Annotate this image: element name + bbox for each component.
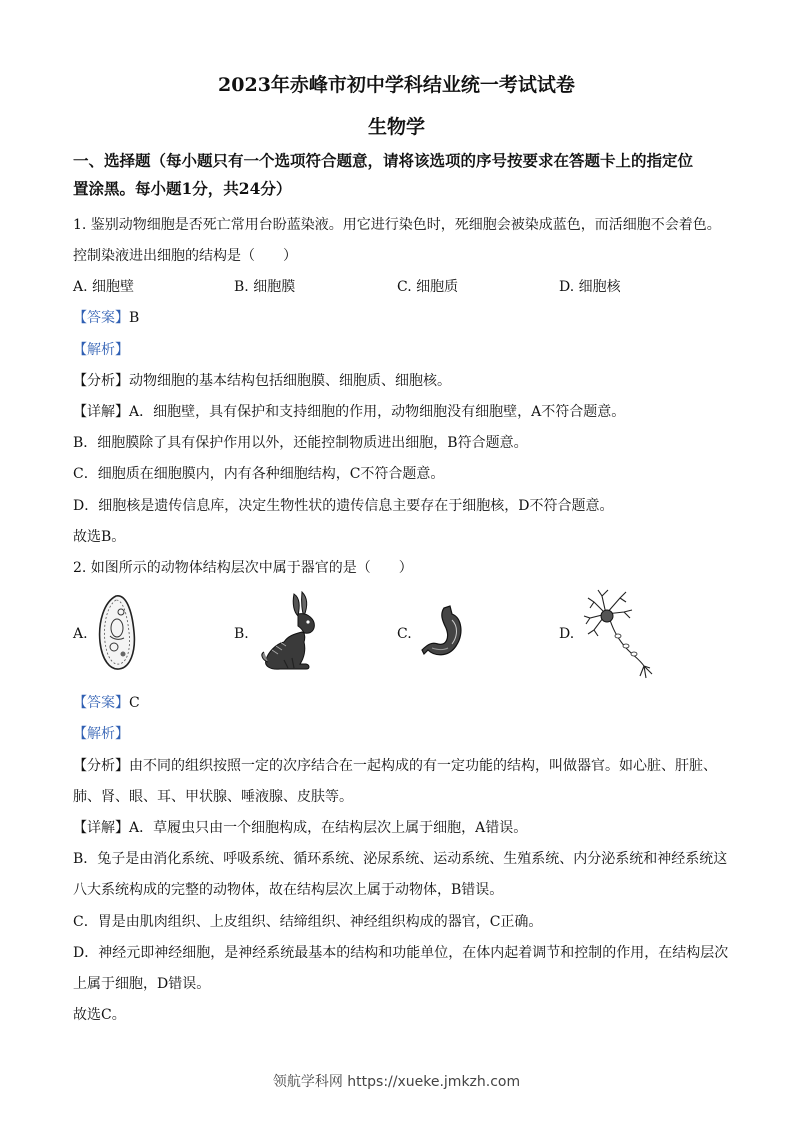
q2-explain-d-line2: 上属于细胞，D错误。: [73, 976, 211, 992]
q2-conclusion: 故选C。: [73, 1007, 126, 1023]
rabbit-icon: [258, 590, 328, 672]
answer-tag: 【答案】: [73, 310, 129, 326]
neuron-icon: [580, 588, 662, 682]
q2-explain-d-line1: D．神经元即神经细胞，是神经系统最基本的结构和功能单位，在体内起着调节和控制的作用，在结构层次: [73, 945, 729, 961]
q1-analysis-tag: 【解析】: [73, 342, 129, 358]
q2-option-b: B.: [234, 626, 249, 642]
q2-answer: [73, 692, 733, 712]
subject-title: 生物学: [367, 116, 425, 138]
q1-option-b: B. 细胞膜: [234, 279, 296, 295]
q1-stem-line1: 1. 鉴别动物细胞是否死亡常用台盼蓝染液。用它进行染色时，死细胞会被染成蓝色，而活细胞不会着色。: [73, 217, 721, 233]
q1-xiangjie-a: [73, 401, 733, 421]
fenxi-tag: 【分析】: [73, 758, 129, 774]
stomach-icon: [420, 604, 466, 660]
exam-title: 2023年赤峰市初中学科结业统一考试试卷: [218, 74, 575, 96]
footer-watermark: 领航学科网 https://xueke.jmkzh.com: [272, 1074, 521, 1090]
q2-fenxi-line2: 肺、肾、眼、耳、甲状腺、唾液腺、皮肤等。: [73, 789, 353, 805]
xiangjie-a-text: A．细胞壁，具有保护和支持细胞的作用，动物细胞没有细胞壁，A不符合题意。: [129, 404, 626, 420]
q2-analysis-tag: 【解析】: [73, 726, 129, 742]
xiangjie-tag: 【详解】: [73, 820, 129, 836]
section-heading-line1: 一、选择题（每小题只有一个选项符合题意，请将该选项的序号按要求在答题卡上的指定位: [73, 151, 694, 170]
fenxi-text: 动物细胞的基本结构包括细胞膜、细胞质、细胞核。: [129, 373, 451, 389]
q2-stem: 2. 如图所示的动物体结构层次中属于器官的是（ ）: [73, 560, 413, 576]
paramecium-icon: [92, 592, 142, 674]
q1-stem-line2: 控制染液进出细胞的结构是（ ）: [73, 248, 297, 264]
q1-conclusion: 故选B。: [73, 529, 126, 545]
q2-fenxi-line1: [73, 755, 733, 775]
q1-explain-c: C．细胞质在细胞膜内，内有各种细胞结构，C不符合题意。: [73, 466, 445, 482]
q1-answer: [73, 307, 733, 327]
q2-option-d: D.: [559, 626, 575, 642]
q2-explain-b-line1: B．兔子是由消化系统、呼吸系统、循环系统、泌尿系统、运动系统、生殖系统、内分泌系统和神经系统这: [73, 851, 728, 867]
q2-xiangjie-a: [73, 817, 733, 837]
section-heading: [73, 147, 733, 203]
q2-option-c: C.: [397, 626, 412, 642]
q1-option-a: A. 细胞壁: [73, 279, 135, 295]
answer-value: C: [129, 695, 140, 711]
fenxi-text: 由不同的组织按照一定的次序结合在一起构成的有一定功能的结构，叫做器官。如心脏、肝脏、: [129, 758, 717, 774]
q1-option-d: D. 细胞核: [559, 279, 621, 295]
fenxi-tag: 【分析】: [73, 373, 129, 389]
q2-explain-b-line2: 八大系统构成的完整的动物体，故在结构层次上属于动物体，B错误。: [73, 882, 504, 898]
section-heading-line2: 置涂黑。每小题1分，共24分）: [73, 179, 292, 198]
q1-explain-b: B．细胞膜除了具有保护作用以外，还能控制物质进出细胞，B符合题意。: [73, 435, 528, 451]
xiangjie-tag: 【详解】: [73, 404, 129, 420]
answer-tag: 【答案】: [73, 695, 129, 711]
xiangjie-a-text: A．草履虫只由一个细胞构成，在结构层次上属于细胞，A错误。: [129, 820, 528, 836]
q1-option-c: C. 细胞质: [397, 279, 459, 295]
q1-explain-d: D．细胞核是遗传信息库，决定生物性状的遗传信息主要存在于细胞核，D不符合题意。: [73, 498, 614, 514]
q1-fenxi: [73, 370, 733, 390]
q2-explain-c: C．胃是由肌肉组织、上皮组织、结缔组织、神经组织构成的器官，C正确。: [73, 914, 543, 930]
q2-option-a: A.: [73, 626, 88, 642]
answer-value: B: [129, 310, 140, 326]
